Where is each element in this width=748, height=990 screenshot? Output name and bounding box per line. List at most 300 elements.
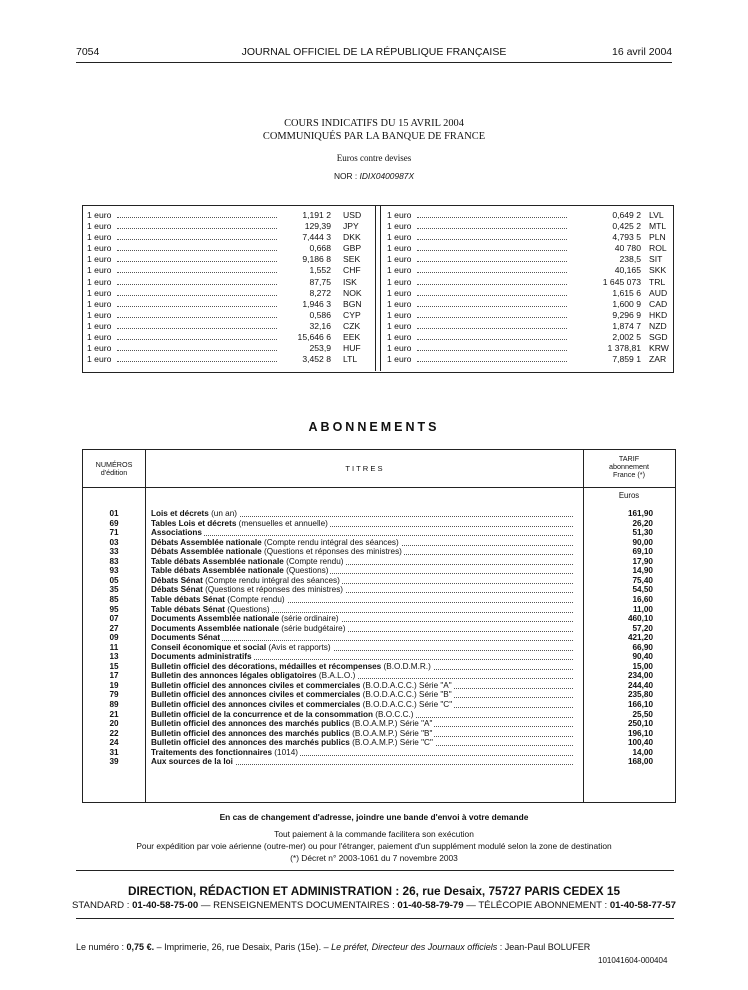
renseignements-number: 01-40-58-79-79 (397, 900, 464, 911)
subscription-title-main: Débats Sénat (151, 585, 203, 595)
rate-row (387, 254, 669, 265)
rate-label: 1 euro (87, 309, 112, 320)
rate-row (387, 343, 669, 354)
subscription-title-detail: (B.A.L.O.) (316, 671, 356, 681)
page-number: 7054 (76, 46, 100, 58)
rate-currency: USD (343, 210, 362, 220)
subscription-title-main: Bulletin officiel des annonces des marchés publics (151, 719, 350, 729)
rate-leader (117, 217, 277, 218)
subscription-title (151, 595, 287, 604)
edition-number: 31 (109, 747, 119, 757)
edition-number: 20 (109, 719, 119, 729)
rate-currency: GBP (343, 243, 362, 254)
rate-row (387, 221, 669, 232)
subscription-tarif: 14,00 (632, 747, 653, 757)
rate-leader (117, 306, 277, 307)
subscription-tarif: 11,00 (632, 604, 653, 614)
subscription-row (83, 748, 675, 757)
rate-leader (117, 261, 277, 262)
subscription-tarif: 234,00 (627, 671, 653, 681)
direction-address: DIRECTION, RÉDACTION ET ADMINISTRATION : 26, rue Desaix, 75727 PARIS CEDEX 15 (127, 884, 621, 898)
rate-label: 1 euro (87, 332, 112, 343)
edition-number: 22 (109, 728, 119, 738)
subscription-row (83, 757, 675, 766)
rate-label: 1 euro (87, 354, 112, 365)
subscription-title-main: Bulletin officiel des décorations, médailles et récompenses (151, 661, 382, 671)
rate-leader (417, 317, 567, 318)
subscription-title-main: Débats Assemblée nationale (151, 547, 262, 557)
edition-number: 24 (109, 738, 119, 748)
rate-value: 0,668 (309, 243, 331, 254)
edition-number: 17 (109, 671, 119, 681)
edition-number: 83 (109, 556, 119, 566)
rate-label: 1 euro (87, 298, 112, 309)
subscription-title (151, 643, 333, 652)
subscription-title (151, 748, 300, 757)
subscription-title (151, 690, 454, 699)
subscription-title-main: Conseil économique et social (151, 642, 267, 652)
payment-note: Tout paiement à la commande facilitera son exécution (274, 829, 474, 839)
rate-leader (417, 350, 567, 351)
rate-row (387, 243, 669, 254)
subscription-tarif: 168,00 (627, 757, 653, 767)
rate-leader (117, 328, 277, 329)
subscription-title-detail: (Compte rendu intégral des séances) (202, 575, 340, 585)
rate-currency: CYP (343, 309, 361, 320)
rate-label: 1 euro (387, 320, 412, 331)
print-code: 101041604-000404 (598, 956, 668, 965)
subscription-title-detail: (B.O.A.M.P.) Série "A" (349, 719, 433, 729)
edition-number: 85 (109, 594, 119, 604)
rate-row (87, 221, 369, 232)
subscription-tarif: 244,40 (627, 680, 653, 690)
rate-leader (417, 239, 567, 240)
subscription-title-detail: (Compte rendu intégral des séances) (261, 537, 399, 547)
rate-label: 1 euro (87, 243, 112, 254)
subscription-title (151, 757, 235, 766)
rate-value: 129,39 (304, 221, 331, 232)
rate-row (387, 210, 669, 221)
rate-value: 32,16 (309, 320, 331, 331)
edition-number: 33 (109, 547, 119, 557)
rate-value: 7,444 3 (302, 232, 331, 243)
subscription-title-detail: (Compte rendu) (225, 594, 285, 604)
nor-code: IDIX0400987X (359, 171, 415, 181)
subscription-title-detail: (un an) (208, 509, 238, 518)
rate-row (87, 310, 369, 321)
rate-row (87, 321, 369, 332)
subscription-tarif: 57,20 (632, 623, 653, 633)
subscription-row (83, 738, 675, 747)
edition-number: 15 (109, 661, 119, 671)
rates-column-divider (375, 205, 381, 371)
col-header-tarif-line1: TARIF (618, 454, 640, 463)
subscription-title (151, 585, 345, 594)
subscription-row (83, 614, 675, 623)
rate-currency: SEK (343, 254, 361, 265)
rate-currency: SGD (649, 332, 668, 343)
edition-number: 27 (109, 623, 119, 633)
rate-value: 1,615 6 (612, 287, 641, 298)
rate-currency: JPY (343, 221, 359, 232)
subscription-row (83, 538, 675, 547)
rate-value: 15,646 6 (297, 332, 331, 343)
rate-value: 9,186 8 (302, 254, 331, 265)
rate-row (387, 277, 669, 288)
contact-line (0, 900, 748, 911)
rate-leader (117, 284, 277, 285)
rates-title-line1: COURS INDICATIFS DU 15 AVRIL 2004 (284, 118, 464, 129)
subscription-row (83, 605, 675, 614)
rate-row (87, 277, 369, 288)
subscription-tarif: 25,50 (632, 709, 653, 719)
rate-currency: LVL (649, 210, 664, 220)
unit-euros: Euros (618, 491, 640, 500)
footer-line (76, 942, 590, 952)
nor-label: NOR : (333, 171, 358, 181)
subscription-row (83, 700, 675, 709)
rate-leader (117, 339, 277, 340)
rate-leader (417, 306, 567, 307)
rate-value: 9,296 9 (612, 309, 641, 320)
subscription-title (151, 719, 434, 728)
subscription-row (83, 624, 675, 633)
rate-currency: KRW (649, 343, 669, 354)
subscription-tarif: 100,40 (627, 738, 653, 748)
rate-value: 40,165 (614, 265, 641, 276)
rate-leader (417, 217, 567, 218)
rate-row (87, 243, 369, 254)
rate-currency: SIT (649, 254, 663, 265)
subscription-row (83, 690, 675, 699)
edition-number: 09 (109, 633, 119, 643)
subscription-tarif: 235,80 (627, 690, 653, 700)
rate-currency: MTL (649, 221, 667, 232)
subscription-tarif: 250,10 (627, 719, 653, 729)
subscription-title-detail: (série budgétaire) (279, 623, 346, 633)
col-header-tarif-line3: France (*) (613, 470, 645, 479)
rate-value: 1,946 3 (302, 298, 331, 309)
subscription-title-main: Associations (151, 528, 202, 538)
subscription-title (151, 538, 401, 547)
rate-row (87, 232, 369, 243)
subscription-row (83, 633, 675, 642)
rate-row (87, 354, 369, 365)
rate-value: 1,552 (309, 265, 331, 276)
subscription-row (83, 710, 675, 719)
edition-number: 21 (109, 709, 119, 719)
subscription-title-main: Documents Sénat (151, 633, 221, 643)
direction-rule-top (76, 870, 674, 871)
subscription-title-detail: (B.O.D.M.R.) (381, 661, 431, 671)
subscription-tarif: 75,40 (632, 575, 653, 585)
col-header-numeros-line2: d'édition (100, 468, 128, 477)
rate-label: 1 euro (387, 243, 412, 254)
subscription-tarif: 166,10 (627, 700, 653, 709)
subscription-title (151, 557, 346, 566)
header-rule (76, 62, 672, 63)
subscription-tarif: 54,50 (632, 585, 653, 595)
subscription-title (151, 528, 204, 537)
subscription-row (83, 681, 675, 690)
rate-leader (417, 272, 567, 273)
rate-row (87, 288, 369, 299)
edition-number: 01 (109, 509, 119, 518)
subscription-title-detail: (1014) (272, 747, 298, 757)
subscription-tarif: 15,00 (632, 661, 653, 671)
subscription-title (151, 729, 434, 738)
subscription-tarif: 16,60 (632, 594, 653, 604)
rate-currency: CHF (343, 265, 361, 276)
rates-title-line2: COMMUNIQUÉS PAR LA BANQUE DE FRANCE (262, 131, 486, 142)
rate-currency: HKD (649, 309, 668, 320)
rate-currency: PLN (649, 232, 666, 243)
subscription-title-main: Lois et décrets (151, 509, 209, 518)
subscription-tarif: 66,90 (632, 642, 653, 652)
rate-label: 1 euro (387, 210, 412, 220)
subscription-tarif: 14,90 (632, 566, 653, 576)
rate-leader (417, 295, 567, 296)
subscription-title-main: Documents Assemblée nationale (151, 623, 280, 633)
rate-label: 1 euro (387, 232, 412, 243)
rate-leader (417, 284, 567, 285)
subscription-title-detail: (Questions) (283, 566, 329, 576)
rate-currency: LTL (343, 354, 358, 365)
rate-label: 1 euro (387, 287, 412, 298)
subscription-title-main: Table débats Assemblée nationale (151, 566, 284, 576)
header-divider (83, 487, 675, 488)
subscription-title (151, 681, 454, 690)
rate-leader (417, 228, 567, 229)
rate-currency: CAD (649, 298, 668, 309)
subscription-row (83, 547, 675, 556)
rate-label: 1 euro (387, 298, 412, 309)
rate-row (87, 254, 369, 265)
subscription-title-detail: (série ordinaire) (279, 614, 339, 624)
prefet-text: Le préfet, Directeur des Journaux officiels (331, 942, 498, 952)
header-date: 16 avril 2004 (612, 46, 673, 58)
subscription-title-main: Documents administratifs (151, 652, 252, 662)
rate-label: 1 euro (387, 354, 412, 365)
subscription-title-main: Bulletin officiel des annonces civiles et commerciales (151, 690, 361, 700)
rate-leader (117, 228, 277, 229)
subscription-title-main: Aux sources de la loi (151, 757, 233, 767)
rate-leader (117, 350, 277, 351)
rate-currency: NOK (343, 287, 362, 298)
subscription-row (83, 509, 675, 518)
renseignements-label: — RENSEIGNEMENTS DOCUMENTAIRES : (200, 900, 395, 911)
address-note: En cas de changement d'adresse, joindre une bande d'envoi à votre demande (219, 812, 529, 822)
rate-row (387, 232, 669, 243)
subscription-tarif: 17,90 (632, 556, 653, 566)
rate-leader (117, 250, 277, 251)
subscription-title (151, 738, 435, 747)
rate-row (387, 310, 669, 321)
subscription-title (151, 710, 416, 719)
subscription-tarif: 90,40 (632, 652, 653, 662)
rate-value: 0,586 (309, 309, 331, 320)
rates-left-column (87, 210, 369, 365)
rate-label: 1 euro (87, 276, 112, 287)
col-header-tarif (583, 455, 675, 479)
rate-label: 1 euro (87, 320, 112, 331)
rate-leader (117, 317, 277, 318)
rate-currency: HUF (343, 343, 361, 354)
journal-title: JOURNAL OFFICIEL DE LA RÉPUBLIQUE FRANÇAISE (241, 46, 507, 58)
subscription-title-main: Table débats Assemblée nationale (151, 556, 284, 566)
price-label: Le numéro : (76, 942, 125, 952)
rate-label: 1 euro (387, 265, 412, 276)
rate-value: 1,874 7 (612, 320, 641, 331)
subscription-title (151, 671, 357, 680)
col-header-tarif-line2: abonnement (609, 462, 649, 471)
subscription-tarif: 161,90 (627, 509, 653, 518)
subscription-title (151, 624, 347, 633)
subscription-title-detail: (B.O.D.A.C.C.) Série "A" (360, 680, 452, 690)
subscription-title-main: Bulletin des annonces légales obligatoires (151, 671, 317, 681)
subscription-title-main: Débats Assemblée nationale (151, 537, 262, 547)
rate-row (387, 332, 669, 343)
subscription-tarif: 69,10 (632, 547, 653, 557)
rate-label: 1 euro (387, 254, 412, 265)
subscription-row (83, 662, 675, 671)
nor-reference (0, 171, 748, 181)
subscription-title (151, 662, 433, 671)
rate-row (87, 343, 369, 354)
edition-number: 07 (109, 614, 119, 624)
rate-value: 1,600 9 (612, 298, 641, 309)
subscription-row (83, 585, 675, 594)
rate-value: 1 378,81 (607, 343, 641, 354)
subscription-title-main: Table débats Sénat (151, 594, 226, 604)
subscription-title (151, 547, 404, 556)
rate-row (387, 299, 669, 310)
rate-leader (417, 339, 567, 340)
price-value: 0,75 €. (126, 942, 155, 952)
subscription-title-detail: (Avis et rapports) (266, 642, 331, 652)
col-header-numeros-line1: NUMÉROS (95, 460, 133, 469)
subscription-title (151, 605, 272, 614)
rate-label: 1 euro (87, 254, 112, 265)
subscription-title-main: Bulletin officiel des annonces des marchés publics (151, 738, 350, 748)
col-header-titres: T I T R E S (345, 464, 383, 473)
telecopie-label: — TÉLÉCOPIE ABONNEMENT : (466, 900, 608, 911)
subscription-title-detail: (B.O.A.M.P.) Série "B" (349, 728, 433, 738)
rate-leader (117, 272, 277, 273)
abonnements-title: ABONNEMENTS (308, 420, 440, 434)
subscription-title-detail: (mensuelles et annuelle) (236, 518, 328, 528)
subscription-title-detail: (Questions) (225, 604, 270, 614)
rate-currency: SKK (649, 265, 667, 276)
subscription-title-detail: (Questions et réponses des ministres) (261, 547, 402, 557)
edition-number: 95 (109, 604, 119, 614)
rate-label: 1 euro (87, 265, 112, 276)
rate-currency: TRL (649, 276, 666, 287)
subscription-title-main: Bulletin officiel de la concurrence et de la consommation (151, 709, 374, 719)
col-header-numeros (83, 461, 145, 477)
rate-leader (117, 361, 277, 362)
subscription-title-main: Débats Sénat (151, 575, 203, 585)
rate-currency: BGN (343, 298, 362, 309)
subscription-row (83, 729, 675, 738)
telecopie-number: 01-40-58-77-57 (609, 900, 676, 911)
edition-number: 19 (109, 680, 119, 690)
subscription-title (151, 633, 222, 642)
rate-label: 1 euro (387, 343, 412, 354)
subscription-title (151, 576, 342, 585)
rate-currency: ZAR (649, 354, 667, 365)
rate-currency: DKK (343, 232, 361, 243)
rate-row (387, 354, 669, 365)
subscription-row (83, 643, 675, 652)
rate-row (87, 265, 369, 276)
rate-label: 1 euro (87, 210, 112, 220)
rate-row (387, 265, 669, 276)
subscription-row (83, 719, 675, 728)
subscription-title (151, 652, 254, 661)
subscription-row (83, 566, 675, 575)
rate-row (87, 332, 369, 343)
rate-leader (417, 250, 567, 251)
subscription-title (151, 509, 239, 518)
rate-row (387, 288, 669, 299)
rate-value: 4,793 5 (612, 232, 641, 243)
rate-row (87, 299, 369, 310)
edition-number: 71 (109, 528, 119, 538)
subscription-title (151, 519, 330, 528)
rate-value: 40 780 (614, 243, 641, 254)
subscription-title (151, 700, 454, 709)
rate-value: 1,191 2 (302, 210, 331, 220)
subscription-title-main: Traitements des fonctionnaires (151, 747, 273, 757)
subscription-tarif: 460,10 (627, 614, 653, 624)
edition-number: 39 (109, 757, 119, 767)
subscription-row (83, 528, 675, 537)
rates-right-column (387, 210, 669, 365)
subscription-title-detail: (Compte rendu) (283, 556, 344, 566)
decree-note: (*) Décret n° 2003-1061 du 7 novembre 2003 (290, 853, 458, 863)
edition-number: 13 (109, 652, 119, 662)
rate-label: 1 euro (387, 332, 412, 343)
imprimerie-text: – Imprimerie, 26, rue Desaix, Paris (15e). – (154, 942, 332, 952)
rate-currency: NZD (649, 320, 667, 331)
rate-leader (417, 328, 567, 329)
rate-value: 8,272 (309, 287, 331, 298)
edition-number: 11 (109, 642, 119, 652)
subscription-title-main: Bulletin officiel des annonces civiles et commerciales (151, 700, 361, 709)
subscription-title-detail: (B.O.C.C.) (373, 709, 414, 719)
subscription-title-main: Bulletin officiel des annonces des marchés publics (151, 728, 350, 738)
edition-number: 03 (109, 537, 119, 547)
rate-row (387, 321, 669, 332)
rate-value: 87,75 (309, 276, 331, 287)
subscription-tarif: 196,10 (627, 728, 653, 738)
rate-currency: AUD (649, 287, 668, 298)
rate-currency: ISK (343, 276, 357, 287)
rate-value: 0,425 2 (612, 221, 641, 232)
rate-value: 1 645 073 (602, 276, 641, 287)
rate-value: 2,002 5 (612, 332, 641, 343)
subscription-row (83, 671, 675, 680)
edition-number: 89 (109, 700, 119, 709)
subscription-title-main: Documents Assemblée nationale (151, 614, 280, 624)
standard-label: STANDARD : (72, 900, 130, 911)
subscription-title-detail: (Questions et réponses des ministres) (202, 585, 344, 595)
title-leader (151, 535, 573, 536)
rate-label: 1 euro (387, 309, 412, 320)
rate-currency: EEK (343, 332, 361, 343)
subscription-row (83, 652, 675, 661)
